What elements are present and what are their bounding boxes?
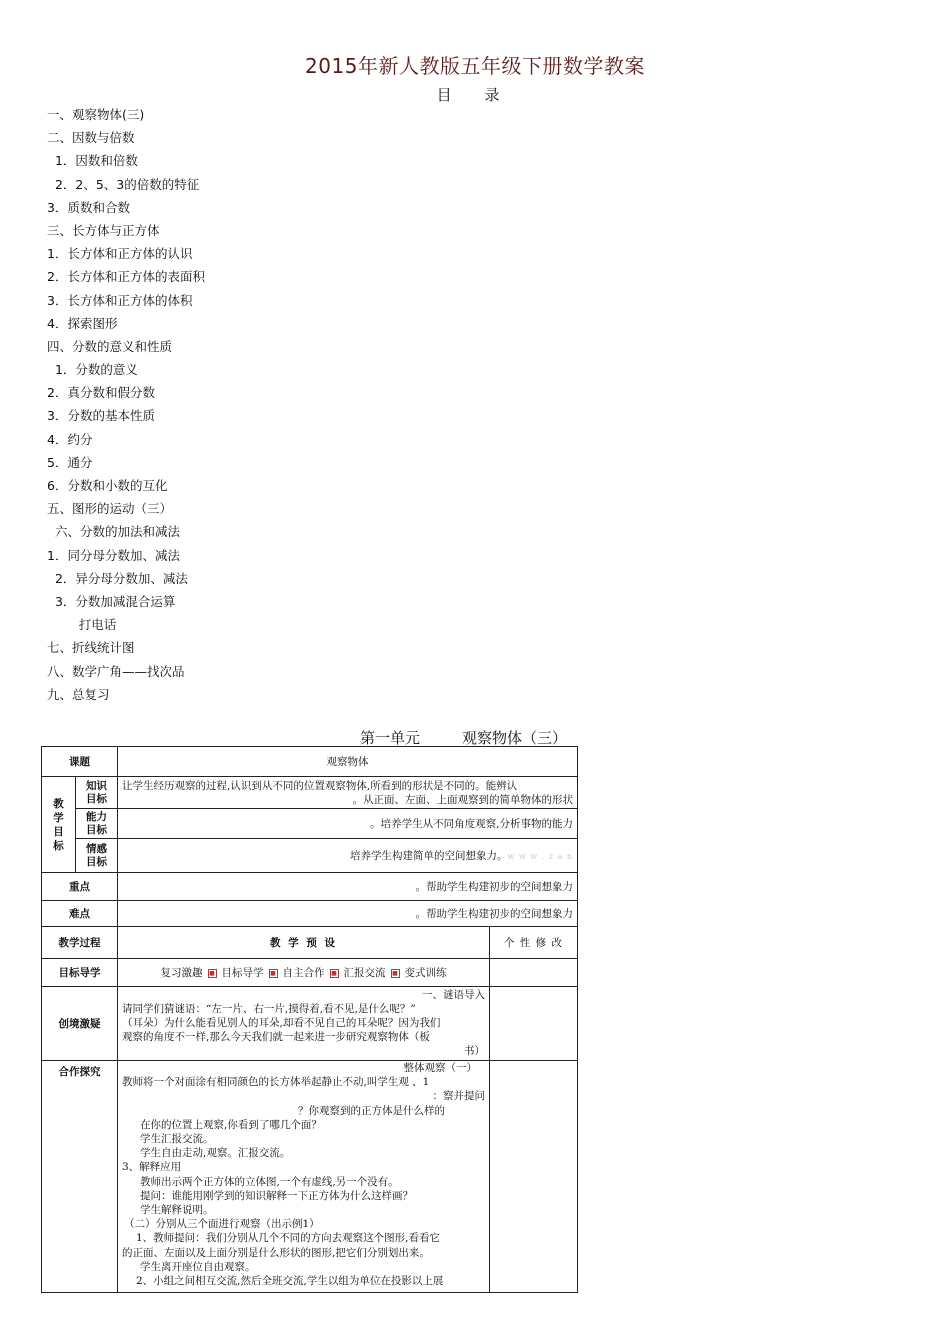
knowledge-goal: 让学生经历观察的过程,认识到从不同的位置观察物体,所看到的形状是不同的。能辨认 。从正面、左面、上面观察到的简单物体的形状 (118, 777, 578, 809)
guide-step: 变式训练 (404, 967, 447, 979)
toc-item: 1．因数和倍数 (47, 153, 138, 169)
ability-goal: 。培养学生从不同角度观察,分析事物的能力 (118, 809, 578, 839)
toc-item: 2．2、5、3的倍数的特征 (47, 176, 200, 192)
guide-steps (118, 959, 490, 987)
toc-item: 四、分数的意义和性质 (47, 338, 173, 354)
toc-item: 2．长方体和正方体的表面积 (47, 269, 205, 285)
emotion-label: 情感 目标 (76, 839, 118, 873)
toc-item: 七、折线统计图 (47, 640, 135, 656)
guide-modify-cell (490, 959, 578, 987)
toc-item: 3．分数的基本性质 (47, 408, 155, 424)
goals-label-char: 学 (53, 811, 64, 824)
toc-item: 3．分数加减混合运算 (47, 593, 176, 609)
guide-step: 自主合作 (282, 967, 325, 979)
toc-item: 2．异分母分数加、减法 (47, 570, 188, 586)
ability-label: 能力 目标 (76, 809, 118, 839)
table-of-contents (47, 103, 205, 706)
toc-item: 2．真分数和假分数 (47, 385, 155, 401)
toc-item: 6．分数和小数的互化 (47, 478, 168, 493)
knowledge-label: 知识 目标 (76, 777, 118, 809)
difficulty-label: 难点 (42, 901, 118, 927)
intro-label: 创境激疑 (42, 987, 118, 1061)
toc-item: 九、总复习 (47, 686, 110, 702)
toc-item: 一、观察物体(三) (47, 107, 145, 122)
toc-item: 4．探索图形 (47, 315, 118, 331)
lesson-plan-table (41, 746, 578, 1293)
topic-value: 观察物体 (118, 747, 578, 777)
key-point-label: 重点 (42, 873, 118, 901)
coop-content: 整体观察（一） 教师将一个对面涂有相同颜色的长方体举起静止不动,叫学生观 、1 ：察并提问 ？你观察到的正方体是什么样的 在你的位置上观察,你看到了哪几个面？ 学生汇报交流。 学生自由走动,观察。汇报交流。 3、解释应用 教师出示两个正方体的立体图,一个有虚线,另一个没有。 提问：谁能用刚学到的知识解释一下正方体为什么这样画？ 学生解释说明。 （二）分别从三个面进行观察（出示例1） 1、教师提问：我们分别从几个不同的方向去观察这个图形,看看它 的正面、左面以及上面分别是什么形状的图形,把它们分别划出来。 学生离开座位自由观察。 2、小组之间相互交流,然后全班交流,学生以组为单位在投影以上展 (118, 1061, 490, 1293)
toc-item: 1．同分母分数加、减法 (47, 547, 180, 563)
toc-item: 三、长方体与正方体 (47, 222, 160, 238)
preset-label: 教 学 预 设 (118, 927, 490, 959)
goals-label-char: 标 (53, 839, 64, 852)
toc-item: 八、数学广角——找次品 (47, 663, 185, 679)
toc-item: 4．约分 (47, 431, 93, 447)
step-separator-icon: ■ (209, 969, 215, 977)
goals-label-char: 目 (53, 825, 64, 838)
guide-label: 目标导学 (42, 959, 118, 987)
guide-step: 目标导学 (221, 967, 264, 979)
process-label: 教学过程 (42, 927, 118, 959)
difficulty-point: 。帮助学生构建初步的空间想象力 (118, 901, 578, 927)
coop-label: 合作探究 (42, 1061, 118, 1293)
unit-title (360, 727, 567, 748)
guide-step: 汇报交流 (343, 967, 386, 979)
guide-step: 复习激趣 (160, 967, 203, 979)
toc-item: 3．长方体和正方体的体积 (47, 292, 193, 308)
unit-number: 第一单元 (360, 729, 421, 747)
goals-label-char: 教 (53, 797, 64, 810)
unit-name: 观察物体（三） (462, 729, 568, 747)
step-separator-icon: ■ (270, 969, 276, 977)
toc-item: 打电话 (47, 617, 117, 633)
intro-modify-cell (490, 987, 578, 1061)
goals-label (42, 777, 76, 873)
coop-modify-cell (490, 1061, 578, 1293)
toc-item: 1．长方体和正方体的认识 (47, 246, 193, 262)
key-point: 。帮助学生构建初步的空间想象力 (118, 873, 578, 901)
emotion-goal: 培养学生构建简单的空间想象力。w w w . z a n (118, 839, 578, 873)
watermark-text: w w w . z a n (507, 852, 573, 861)
toc-item: 1．分数的意义 (47, 362, 138, 378)
toc-item: 二、因数与倍数 (47, 130, 135, 146)
intro-content: 一、谜语导入 请同学们猜谜语：“左一片、右一片,摸得着,看不见,是什么呢？” （耳朵）为什么能看见别人的耳朵,却看不见自己的耳朵呢？因为我们 观察的角度不一样,那么今天我们就一起来进一步研究观察物体（板 书） (118, 987, 490, 1061)
step-separator-icon: ■ (331, 969, 337, 977)
modify-label: 个 性 修 改 (490, 927, 578, 959)
toc-heading: 目 录 (436, 86, 514, 104)
topic-label: 课题 (42, 747, 118, 777)
toc-item: 5．通分 (47, 454, 93, 470)
toc-item: 六、分数的加法和减法 (47, 524, 180, 540)
step-separator-icon: ■ (392, 969, 398, 977)
toc-item: 五、图形的运动（三） (47, 501, 173, 517)
document-title: 2015年新人教版五年级下册数学教案 (305, 54, 645, 78)
toc-item: 3．质数和合数 (47, 199, 130, 215)
